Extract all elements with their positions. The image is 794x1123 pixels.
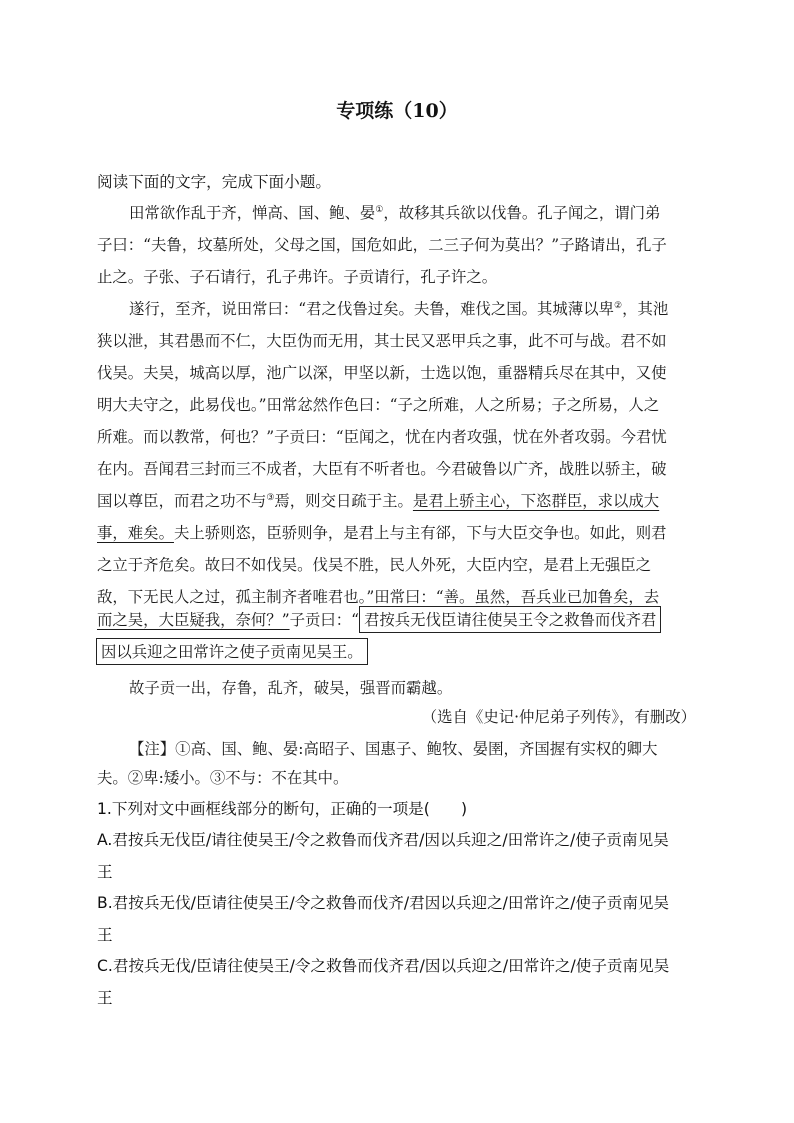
page-title: 专项练（10）	[336, 100, 458, 122]
passage-line: 明大夫守之，此易伐也。”田常忿然作色曰：“子之所难，人之所易；子之所易，人之	[97, 396, 660, 414]
passage-line: 故子贡一出，存鲁，乱齐，破吴，强晋而霸越。	[129, 679, 453, 697]
underlined-text: 虽然，吾兵业已加鲁矣，去	[474, 588, 660, 606]
underlined-text: 而之吴，大臣疑我，奈何？”	[97, 611, 290, 629]
passage-line: 事，难矣。夫上骄则恣，臣骄则争，是君上与主有郤，下与大臣交争也。如此，则君	[97, 524, 667, 542]
passage-line: 狭以泄，其君愚而不仁，大臣伪而无用，其士民又恶甲兵之事，此不可与战。君不如	[97, 332, 667, 350]
passage-line: 止之。子张、子石请行，孔子弗许。子贡请行，孔子许之。	[97, 268, 498, 286]
underlined-text: 是君上骄主心，下恣群臣，求以成大	[412, 492, 660, 510]
source-citation: （选自《史记·仲尼弟子列传》，有删改）	[421, 708, 696, 726]
boxed-text: 君按兵无伐臣请往使吴王令之救鲁而伐齐君	[359, 606, 661, 633]
passage-line: 国以尊臣，而君之功不与③焉，则交日疏于主。是君上骄主心，下恣群臣，求以成大	[97, 492, 660, 510]
passage-line: 伐吴。夫吴，城高以厚，池广以深，甲坚以新，士选以饱，重器精兵尽在其中，又使	[97, 364, 667, 382]
passage-line: 在内。吾闻君三封而三不成者，大臣有不听者也。今君破鲁以广齐，战胜以骄主，破	[97, 460, 667, 478]
passage-line: 遂行，至齐，说田常曰：“君之伐鲁过矣。夫鲁，难伐之国。其城薄以卑②，其池	[129, 300, 669, 318]
passage-line: 田常欲作乱于齐，惮高、国、鲍、晏①，故移其兵欲以伐鲁。孔子闻之，谓门弟	[129, 204, 661, 222]
instruction: 阅读下面的文字，完成下面小题。	[97, 173, 331, 191]
boxed-text: 因以兵迎之田常许之使子贡南见吴王。	[96, 638, 368, 665]
passage-line: 敌，下无民人之过，孤主制齐者唯君也。”田常曰：“善。虽然，吾兵业已加鲁矣，去	[97, 588, 660, 606]
footnote-marker: ②	[613, 300, 623, 311]
option-c-continued: 王	[97, 989, 113, 1007]
option-a-continued: 王	[97, 863, 113, 881]
passage-line: 所难。而以教常，何也？”子贡曰：“臣闻之，忧在内者攻强，忧在外者攻弱。今君忧	[97, 428, 667, 446]
option-b-continued: 王	[97, 926, 113, 944]
option-c: C.君按兵无伐/臣请往使吴王/令之救鲁而伐齐君/因以兵迎之/田常许之/使子贡南见吴	[97, 957, 670, 975]
underlined-text: 事，难矣。	[97, 524, 174, 542]
annotation-note: 夫。②卑:矮小。③不与：不在其中。	[97, 769, 349, 787]
passage-line: 子曰：“夫鲁，坟墓所处，父母之国，国危如此，二三子何为莫出？”子路请出，孔子	[97, 236, 667, 254]
footnote-marker: ①	[375, 204, 384, 215]
passage-line: 之立于齐危矣。故曰不如伐吴。伐吴不胜，民人外死，大臣内空，是君上无强臣之	[97, 556, 652, 574]
passage-line: 而之吴，大臣疑我，奈何？”子贡曰：“ 君按兵无伐臣请往使吴王令之救鲁而伐齐君	[97, 606, 661, 633]
question-stem: 1.下列对文中画框线部分的断句，正确的一项是( )	[97, 800, 468, 818]
option-a: A.君按兵无伐臣/请往使吴王/令之救鲁而伐齐君/因以兵迎之/田常许之/使子贡南见吴	[97, 831, 669, 849]
footnote-marker: ③	[266, 492, 275, 503]
option-b: B.君按兵无伐/臣请往使吴王/令之救鲁而伐齐/君因以兵迎之/田常许之/使子贡南见吴	[97, 894, 670, 912]
passage-line	[96, 638, 368, 665]
annotation-note: 【注】①高、国、鲍、晏:高昭子、国惠子、鲍牧、晏圉，齐国握有实权的卿大	[129, 740, 658, 758]
